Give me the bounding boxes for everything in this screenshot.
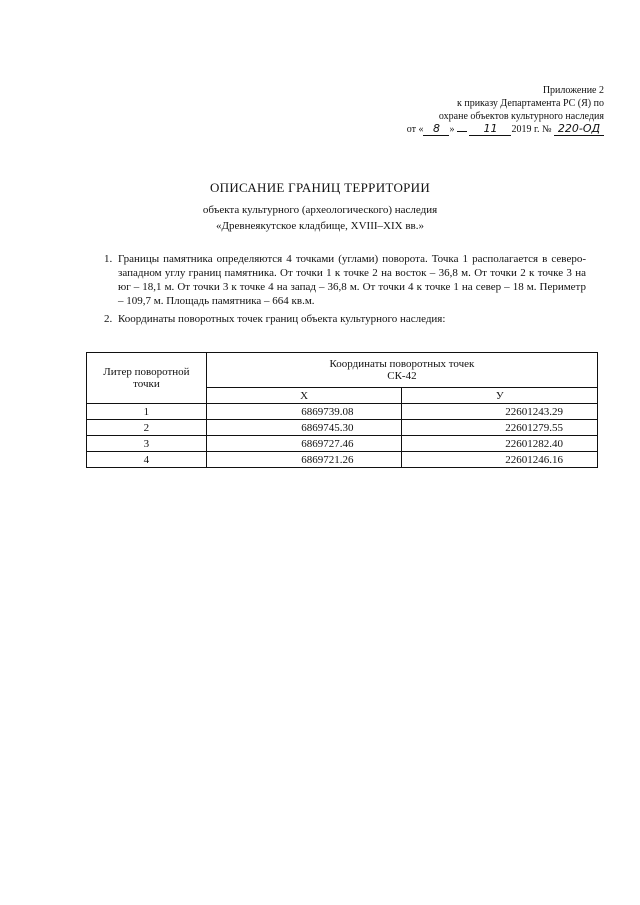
date-day: 8: [423, 123, 449, 136]
appendix-line-1: Приложение 2: [542, 85, 604, 96]
date-month: 11: [469, 123, 511, 136]
cell-x: 6869745.30: [206, 420, 402, 436]
list-item-text: Координаты поворотных точек границ объекта культурного наследия:: [118, 313, 446, 325]
list-item-text: Границы памятника определяются 4 точками (углами) поворота. Точка 1 располагается в северо-западном углу границ памятника. От точки 1 к точке 2 на восток – 36,8 м. От точки 2 к точке 3 на юг – 18,1 м. От точки 3 к точке 4 на запад – 36,8 м. От точки 4 к точке 1 на север – 18 м. Периметр – 109,7 м. Площадь памятника – 664 кв.м.: [118, 253, 586, 307]
cell-y: 22601246.16: [402, 452, 598, 468]
list-item-number: 2.: [104, 313, 113, 325]
table-row: [87, 436, 598, 452]
cell-point: 3: [87, 436, 207, 452]
cell-x: 6869721.26: [206, 452, 402, 468]
list-item: [104, 252, 586, 308]
date-prefix: от «: [406, 124, 424, 135]
document-subtitle-2: «Древнеякутское кладбище, XVIII–XIX вв.»: [216, 220, 424, 232]
appendix-date-line: [374, 123, 604, 136]
cell-point: 1: [87, 404, 207, 420]
table-row: [87, 404, 598, 420]
cell-y: 22601243.29: [402, 404, 598, 420]
cell-x: 6869727.46: [206, 436, 402, 452]
cell-x: 6869739.08: [206, 404, 402, 420]
column-header-x: X: [206, 388, 402, 404]
table-row: [87, 420, 598, 436]
appendix-line-3: охране объектов культурного наследия: [438, 111, 604, 122]
appendix-line-2: к приказу Департамента РС (Я) по: [456, 98, 604, 109]
appendix-block: [374, 84, 604, 136]
cell-y: 22601279.55: [402, 420, 598, 436]
table-row: [87, 452, 598, 468]
date-blank: [457, 131, 467, 132]
column-header-point: Литер поворотной точки: [87, 353, 207, 404]
column-header-coordinates: Координаты поворотных точек СК-42: [206, 353, 597, 388]
description-list: [104, 252, 586, 326]
document-title: ОПИСАНИЕ ГРАНИЦ ТЕРРИТОРИИ: [209, 180, 431, 195]
cell-point: 4: [87, 452, 207, 468]
list-item-number: 1.: [104, 253, 113, 265]
order-number: 220-ОД: [554, 123, 604, 136]
document-subtitle-1: объекта культурного (археологического) наследия: [202, 204, 438, 216]
list-item: [104, 312, 586, 326]
heading-block: [0, 180, 640, 234]
cell-y: 22601282.40: [402, 436, 598, 452]
coordinates-table: [86, 352, 598, 468]
cell-point: 2: [87, 420, 207, 436]
date-year: 2019 г. №: [511, 124, 552, 135]
column-header-y: У: [402, 388, 598, 404]
date-mid: »: [449, 124, 455, 135]
